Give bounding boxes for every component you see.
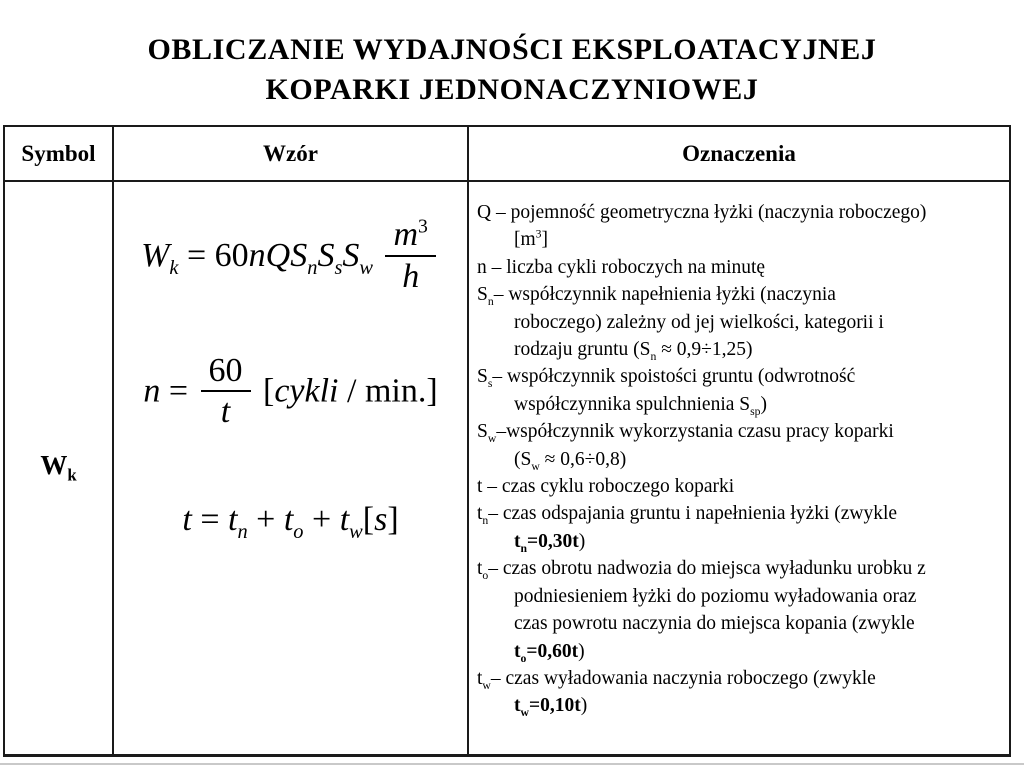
definition-item-sn: $S_n-$ współczynnik napełnienia łyżki (naczynia roboczego) zależny od jej wielkości, kategorii i rodzaju gruntu $(S_n \approx 0,9\div 1,25)$ — [477, 284, 884, 363]
definition-item-ss: $S_s-$ współczynnik spoistości gruntu (odwrotność współczynnika spulchnienia $S_{sp}$) — [477, 366, 856, 418]
formula-cycle-time-body: $t = t_n + t_o + t_w[s]$ — [182, 500, 399, 543]
fraction-60-t — [201, 353, 251, 430]
formula-cycle-time — [182, 500, 399, 543]
symbol-cell — [5, 182, 114, 754]
formula-productivity-body: $W_k = 60nQS_nS_sS_w$ — [141, 237, 373, 280]
definition-item-q: Q – pojemność geometryczna łyżki (naczynia roboczego) $[m^3]$ — [477, 202, 927, 251]
fraction-numerator: 60 — [201, 353, 251, 393]
definition-item-tn: $t_n-$ czas odspajania gruntu i napełnienia łyżki (zwykle $t_n=0,30t$) — [477, 503, 898, 555]
table-header-wzor: Wzór — [114, 127, 469, 182]
formula-cycles-unit: [cykli / min.] — [263, 372, 438, 410]
formula-productivity — [141, 215, 440, 297]
definition-item-n: n – liczba cykli roboczych na minutę — [477, 256, 766, 278]
fraction-denominator: t — [220, 393, 231, 431]
definition-item-sw: $S_w$–współczynnik wykorzystania czasu pracy koparki $(S_w \approx 0,6\div 0,8)$ — [477, 421, 894, 473]
page-bottom-edge — [0, 763, 1024, 765]
fraction-m3-h — [385, 217, 435, 294]
table-header-oznaczenia: Oznaczenia — [469, 127, 1009, 182]
definitions-cell — [469, 182, 1009, 754]
formula-table — [3, 125, 1011, 757]
fraction-numerator: $m^3$ — [385, 217, 435, 257]
formulas-cell — [114, 182, 469, 754]
definition-item-t: t – czas cyklu roboczego koparki — [477, 476, 735, 498]
formula-cycles — [143, 351, 438, 432]
page-title-line-2: KOPARKI JEDNONACZYNIOWEJ — [265, 73, 759, 106]
formula-cycles-lhs: n = — [143, 372, 197, 410]
definition-item-to: $t_o-$ czas obrotu nadwozia do miejsca wyładunku urobku z podniesieniem łyżki do poziomu wyładowania oraz czas powrotu naczynia do miejsca kopania (zwykle $t_o=0,60t$) — [477, 558, 926, 665]
fraction-denominator: h — [402, 257, 420, 295]
symbol-wk: $W_k$ — [40, 450, 77, 485]
definition-item-tw: $t_w-$ czas wyładowania naczynia roboczego (zwykle $t_w=0,10t$) — [477, 667, 876, 720]
page-title — [0, 30, 1024, 110]
page-title-line-1: OBLICZANIE WYDAJNOŚCI EKSPLOATACYJNEJ — [147, 33, 877, 66]
table-header-symbol: Symbol — [5, 127, 114, 182]
